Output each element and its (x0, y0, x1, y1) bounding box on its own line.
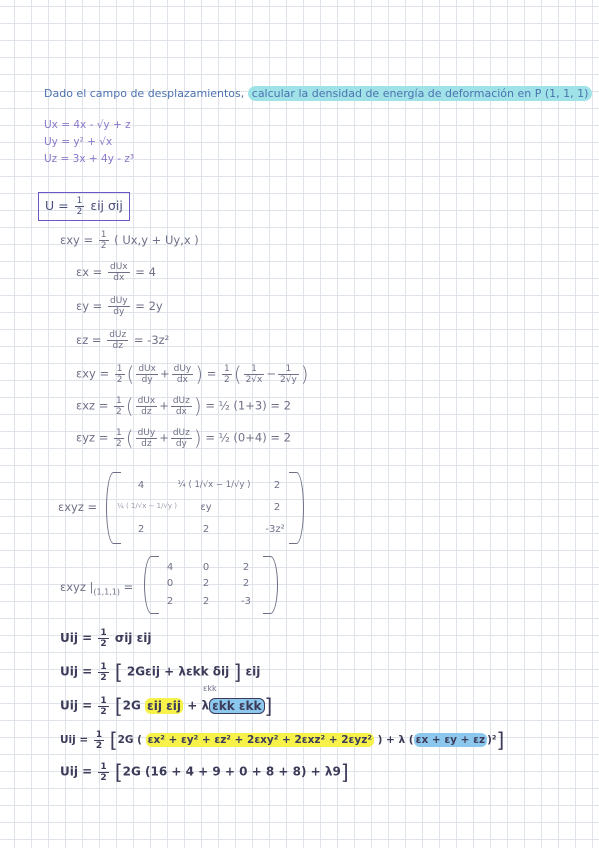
eps-xz-half (114, 396, 124, 417)
matrix2-cell-13: 2 (242, 562, 250, 573)
strain-xz: εxz = $\frac{1}{2}$ ( $\frac{\text{dUx}}{dz}$ + $\frac{\text{dUz}}{dx}$ ) = ½ (1+3) = 2 (76, 394, 291, 418)
energy1-half (98, 628, 108, 649)
matrix2-lhs: εxyz | (60, 580, 94, 594)
matrix2-cell-23: 2 (242, 578, 250, 589)
eps-def-rhs: ( Ux,y + Uy,x ) (114, 233, 199, 247)
energy2-rest: 2Gεij + λεkk δij (126, 664, 230, 679)
energy4-highlight-yellow: εx² + εy² + εz² + 2εxy² + 2εxz² + 2εyz² (147, 734, 372, 746)
energy3-p1: 2G (122, 698, 141, 713)
energy2-lhs: Uij = (60, 664, 93, 679)
matrix1-cell-31: 2 (137, 524, 145, 535)
energy4-den: 2 (95, 740, 103, 751)
eps-yz-term2 (171, 428, 192, 449)
eps-yz-half-den: 2 (116, 438, 122, 449)
eps-z-fraction (107, 330, 128, 351)
box-lhs: U = (45, 198, 69, 213)
strain-y (76, 296, 163, 317)
eps-def-den: 2 (100, 241, 107, 251)
strain-definition (60, 230, 199, 251)
matrix1-cell-21: ¼ ( 1/√x − 1/√y ) (116, 502, 178, 510)
matrix2-cell-31: 2 (166, 596, 174, 607)
eps-xz-n1: dUx (137, 395, 156, 406)
energy3-lhs: Uij = (60, 698, 93, 713)
eps-yz-half (114, 428, 124, 449)
strain-yz: εyz = $\frac{1}{2}$ ( $\frac{\text{dUy}}{dz}$ + $\frac{\text{dUz}}{dy}$ ) = ½ (0+4) = 2 (76, 426, 291, 450)
box-num: 1 (76, 196, 83, 206)
eps-yz-half-num: 1 (116, 427, 122, 438)
energy4-p1: 2G ( (117, 734, 142, 746)
energy3-den: 2 (100, 706, 107, 717)
energy3-num: 1 (100, 695, 107, 706)
eps-xy-n1: dUx (138, 363, 156, 374)
displacement-field (44, 117, 134, 168)
matrix1-cell-13: 2 (273, 480, 281, 491)
uz-equation: Uz = 3x + 4y - z³ (44, 153, 135, 165)
eps-yz-rhs: = ½ (0+4) = 2 (205, 430, 291, 445)
eps-xy-lhs: εxy = (76, 366, 110, 381)
ux-equation: Ux = 4x - √y + z (44, 119, 131, 131)
eps-xy-a2: 2√x (245, 374, 263, 385)
eps-xy-term2 (172, 364, 194, 385)
eps-xy-half (115, 364, 125, 385)
eps-def-fraction (99, 230, 109, 251)
matrix2-cell-21: 0 (166, 578, 174, 589)
statement-highlight: calcular la densidad de energía de deformación en P (1, 1, 1) (248, 86, 593, 101)
eps-xz-half-den: 2 (116, 406, 122, 417)
eps-xy-half-num: 1 (116, 363, 123, 374)
energy1-rest: σij εij (114, 631, 152, 645)
energy5-num: 1 (100, 761, 107, 772)
eps-xy-term1 (136, 364, 158, 385)
eps-z-rhs: = -3z² (133, 333, 170, 347)
eps-def-lhs: εxy = (60, 233, 94, 247)
matrix2-equals: = (123, 580, 134, 594)
eps-y-fraction (108, 296, 130, 317)
eps-yz-d1: dz (141, 438, 152, 449)
eps-def-num: 1 (100, 230, 107, 240)
energy2-den: 2 (100, 672, 107, 683)
energy5-den: 2 (100, 772, 107, 783)
eps-z-num: dUz (109, 330, 127, 340)
eps-xz-half-num: 1 (116, 395, 122, 406)
energy1-den: 2 (100, 639, 107, 649)
eps-xy-half2-num: 1 (224, 363, 230, 374)
eps-xy-b (278, 364, 299, 385)
energy-eq-4: Uij = $\frac{1}{2}$ [2G ( εx² + εy² + εz² + 2εxy² + 2εxz² + 2εyz² ) + λ ( εx + εy + εz )²] (60, 728, 505, 752)
eps-y-num: dUy (109, 296, 128, 306)
matrix2-subscript: (1,1,1) (93, 587, 121, 597)
matrix1-cell-11: 4 (137, 480, 145, 491)
statement-prefix: Dado el campo de desplazamientos, (44, 87, 245, 100)
eps-x-fraction (108, 262, 130, 283)
eps-x-lhs: εx = (76, 265, 103, 279)
problem-statement (44, 87, 592, 100)
strain-at-point-matrix (144, 556, 278, 614)
energy2-half (98, 662, 108, 683)
energy-eq-1 (60, 628, 152, 649)
matrix2-cell-11: 4 (166, 562, 174, 573)
eps-y-rhs: = 2y (135, 299, 163, 313)
eps-xy-half2-den: 2 (224, 374, 230, 385)
energy3-p2: + λ (187, 698, 210, 713)
strain-x (76, 262, 156, 283)
energy2-num: 1 (100, 661, 107, 672)
box-den: 2 (76, 207, 83, 217)
eps-y-den: dy (113, 307, 125, 317)
matrix2-right-paren (263, 556, 278, 614)
energy5-lhs: Uij = (60, 764, 93, 779)
eps-yz-n2: dUz (172, 427, 190, 438)
energy3-half (98, 696, 108, 717)
strain-at-point-label (60, 580, 133, 596)
eps-z-lhs: εz = (76, 333, 102, 347)
energy4-p3: )² (487, 734, 497, 746)
eps-xz-d2: dx (175, 406, 187, 417)
energy4-lhs: Uij = (60, 734, 89, 746)
energy4-num: 1 (95, 729, 103, 740)
eps-xz-rhs: = ½ (1+3) = 2 (205, 398, 291, 413)
energy1-num: 1 (100, 628, 107, 638)
energy4-highlight-blue: εx + εy + εz (415, 734, 486, 746)
eps-xy-n2: dUy (173, 363, 192, 374)
strain-tensor-matrix (106, 472, 304, 544)
eps-yz-lhs: εyz = (76, 430, 109, 445)
eps-xz-lhs: εxz = (76, 398, 109, 413)
eps-yz-d2: dy (175, 438, 187, 449)
energy-density-formula-box (38, 192, 130, 221)
energy4-half (94, 730, 104, 751)
eps-xz-n2: dUz (172, 395, 190, 406)
energy1-lhs: Uij = (60, 631, 93, 645)
eps-x-num: dUx (109, 262, 128, 272)
box-fraction (75, 196, 85, 217)
energy-eq-5: Uij = $\frac{1}{2}$ [2G (16 + 4 + 9 + 0 + 8 + 8) + λ9] (60, 760, 349, 784)
eps-z-den: dz (112, 341, 123, 351)
eps-xz-term2 (171, 396, 192, 417)
eps-xy-b1: 1 (278, 364, 299, 375)
uy-equation: Uy = y² + √x (44, 136, 113, 148)
strain-z (76, 330, 169, 351)
matrix2-cell-12: 0 (202, 562, 210, 573)
energy2-under-label: εkk (203, 684, 217, 693)
eps-xy-d1: dy (141, 374, 153, 385)
matrix1-cell-33: -3z² (265, 524, 285, 535)
matrix1-cell-12: ¼ ( 1/√x − 1/√y ) (177, 480, 251, 490)
eps-xy-equals: = (206, 366, 217, 381)
eps-xy-d2: dx (176, 374, 188, 385)
energy3-highlight-yellow: εij εij (147, 698, 182, 713)
energy2-tail: εij (245, 664, 261, 679)
eps-xz-d1: dz (141, 406, 152, 417)
eps-xy-a (244, 364, 265, 385)
eps-x-den: dx (113, 273, 125, 283)
energy3-highlight-blue: εkk εkk (209, 698, 264, 714)
strain-tensor-label: εxyz = (58, 500, 98, 514)
eps-xy-a1: 1 (244, 364, 265, 375)
energy5-rest: 2G (16 + 4 + 9 + 0 + 8 + 8) + λ9 (122, 764, 341, 779)
eps-xy-half-den: 2 (116, 374, 123, 385)
matrix1-cell-32: 2 (202, 524, 210, 535)
eps-xz-term1 (136, 396, 158, 417)
eps-y-lhs: εy = (76, 299, 103, 313)
matrix2-left-paren (144, 556, 159, 614)
matrix2-cell-32: 2 (202, 596, 210, 607)
energy5-half (98, 762, 108, 783)
eps-yz-n1: dUy (137, 427, 156, 438)
energy4-p2: ) + λ ( (377, 734, 414, 746)
matrix1-cell-22: εy (200, 502, 212, 513)
matrix2-cell-22: 2 (202, 578, 210, 589)
energy-eq-3: Uij = $\frac{1}{2}$ [2G εij εij + λ εkk εkk ] (60, 694, 273, 718)
eps-xy-half2 (222, 364, 232, 385)
eps-xy-b2: 2√y (280, 374, 297, 385)
matrix1-cell-23: 2 (273, 502, 281, 513)
energy-eq-2: Uij = $\frac{1}{2}$ [ 2Gεij + λεkk δij ] εij (60, 660, 261, 684)
eps-x-rhs: = 4 (135, 265, 156, 279)
eps-yz-term1 (136, 428, 158, 449)
strain-xy: εxy = $\frac{1}{2}$ ( $\frac{\text{dUx}}{dy}$ + $\frac{\text{dUy}}{dx}$ ) = $\frac{1}{2}$ ( $\frac{1}{2√x}$ − $\frac{1}{2√y}$ ) (76, 362, 309, 386)
box-rhs: εij σij (90, 198, 123, 213)
matrix2-cell-33: -3 (241, 596, 251, 607)
